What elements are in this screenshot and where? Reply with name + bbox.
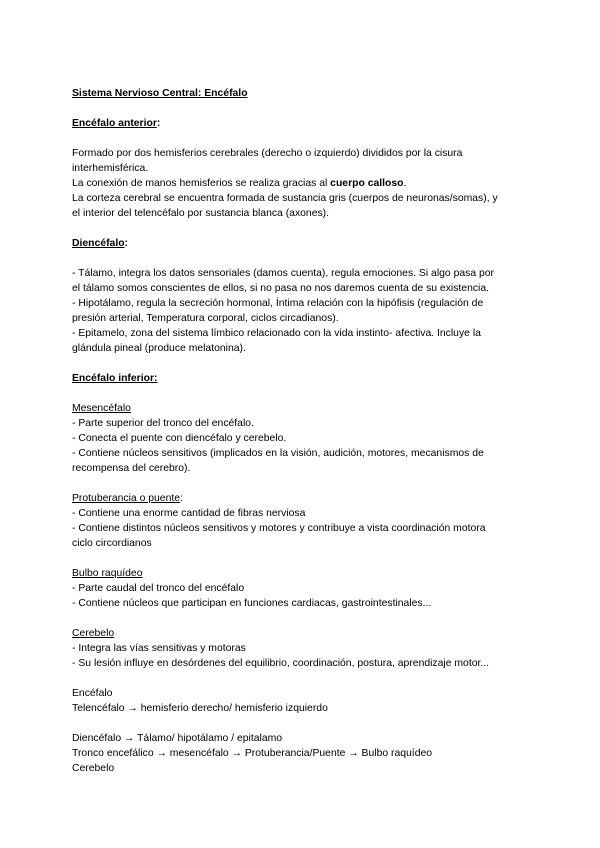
list-item: recompensa del cerebro).: [72, 463, 191, 474]
paragraph-line: el tálamo somos conscientes de ellos, si no pasa no nos daremos cuenta de su existencia.: [72, 283, 490, 294]
paragraph-line: glándula pineal (produce melatonina).: [72, 343, 246, 354]
section-heading-diencefalo: Diencéfalo:: [72, 238, 129, 249]
bold-term: cuerpo calloso: [330, 178, 404, 189]
paragraph-line: el interior del telencéfalo por sustancia blanca (axones).: [72, 208, 330, 219]
paragraph-line: presión arterial, Temperatura corporal, ciclos circadianos).: [72, 313, 339, 324]
summary-line: Diencéfalo → Tálamo/ hipotálamo / epitalamo: [72, 733, 283, 744]
subsection-label-bulbo: Bulbo raquídeo: [72, 568, 143, 579]
paragraph-line: Formado por dos hemisferios cerebrales (derecho o izquierdo) divididos por la cisura: [72, 148, 463, 159]
paragraph-line: - Epitamelo, zona del sistema límbico relacionado con la vida instinto- afectiva. Incluye la: [72, 328, 481, 339]
paragraph-line: La conexión de manos hemisferios se realiza gracias al cuerpo calloso.: [72, 178, 407, 189]
list-item: - Contiene núcleos que participan en funciones cardiacas, gastrointestinales...: [72, 598, 432, 609]
list-item: - Parte superior del tronco del encéfalo.: [72, 418, 254, 429]
subsection-label-mesencefalo: Mesencéfalo: [72, 403, 131, 414]
summary-line: Telencéfalo → hemisferio derecho/ hemisferio izquierdo: [72, 703, 328, 714]
paragraph-line: La corteza cerebral se encuentra formada de sustancia gris (cuerpos de neuronas/somas), y: [72, 193, 498, 204]
paragraph-line: - Tálamo, integra los datos sensoriales (damos cuenta), regula emociones. Si algo pasa por: [72, 268, 495, 279]
list-item: ciclo circordianos: [72, 538, 152, 549]
summary-line: Tronco encefálico → mesencéfalo → Protuberancia/Puente → Bulbo raquídeo: [72, 748, 433, 759]
list-item: - Su lesión influye en desórdenes del equilibrio, coordinación, postura, aprendizaje motor...: [72, 658, 490, 669]
list-item: - Contiene una enorme cantidad de fibras nerviosa: [72, 508, 306, 519]
subsection-label-cerebelo: Cerebelo: [72, 628, 115, 639]
section-heading-anterior: Encéfalo anterior:: [72, 118, 161, 129]
list-item: - Conecta el puente con diencéfalo y cerebelo.: [72, 433, 287, 444]
document-title: Sistema Nervioso Central: Encéfalo: [72, 88, 248, 99]
paragraph-line: interhemisférica.: [72, 163, 149, 174]
document-page: [72, 86, 532, 776]
subsection-label-protuberancia: Protuberancia o puente:: [72, 493, 183, 504]
list-item: - Contiene núcleos sensitivos (implicados en la visión, audición, motores, mecanismos de: [72, 448, 484, 459]
paragraph-line: - Hipotálamo, regula la secreción hormonal, Íntima relación con la hipófisis (regulación de: [72, 298, 484, 309]
summary-line: Cerebelo: [72, 763, 115, 774]
list-item: - Contiene distintos núcleos sensitivos y motores y contribuye a vista coordinación motora: [72, 523, 486, 534]
section-heading-inferior: Encéfalo inferior:: [72, 373, 158, 384]
list-item: - Parte caudal del tronco del encéfalo: [72, 583, 245, 594]
summary-line: Encéfalo: [72, 688, 113, 699]
list-item: - Integra las vías sensitivas y motoras: [72, 643, 246, 654]
